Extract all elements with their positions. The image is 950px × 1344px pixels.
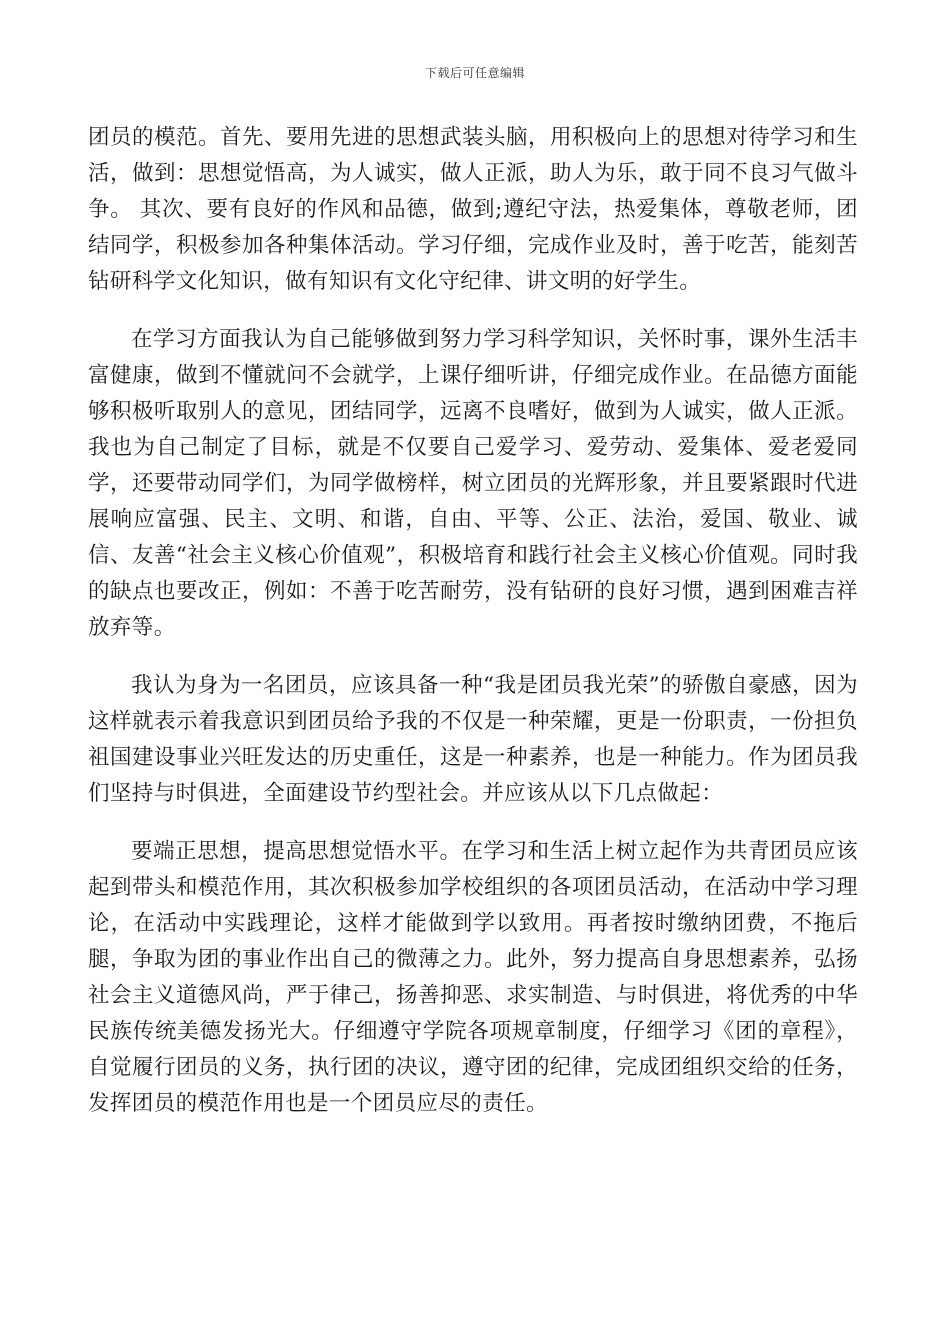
document-body — [88, 120, 858, 1144]
paragraph-1: 团员的模范。首先、要用先进的思想武装头脑，用积极向上的思想对待学习和生活，做到：思想觉悟高，为人诚实，做人正派，助人为乐，敢于同不良习气做斗争。 其次、要有良好的作风和品德，做到;遵纪守法，热爱集体，尊敬老师，团结同学，积极参加各种集体活动。学习仔细，完成作业及时，善于吃苦，能刻苦钻研科学文化知识，做有知识有文化守纪律、讲文明的好学生。 — [88, 125, 858, 294]
page-header: 下载后可任意编辑 — [424, 66, 525, 80]
paragraph-2: 在学习方面我认为自己能够做到努力学习科学知识，关怀时事，课外生活丰富健康，做到不懂就问不会就学，上课仔细听讲，仔细完成作业。在品德方面能够积极听取别人的意见，团结同学，远离不良嗜好，做到为人诚实，做人正派。我也为自己制定了目标，就是不仅要自己爱学习、爱劳动、爱集体、爱老爱同学，还要带动同学们，为同学做榜样，树立团员的光辉形象，并且要紧跟时代进展响应富强、民主、文明、和谐，自由、平等、公正、法治，爱国、敬业、诚信、友善“社会主义核心价值观”，积极培育和践行社会主义核心价值观。同时我的缺点也要改正，例如：不善于吃苦耐劳，没有钻研的良好习惯，遇到困难吉祥放弃等。 — [88, 327, 858, 640]
paragraph-4: 要端正思想，提高思想觉悟水平。在学习和生活上树立起作为共青团员应该起到带头和模范作用，其次积极参加学校组织的各项团员活动，在活动中学习理论，在活动中实践理论，这样才能做到学以致用。再者按时缴纳团费，不拖后腿，争取为团的事业作出自己的微薄之力。此外，努力提高自身思想素养，弘扬社会主义道德风尚，严于律己，扬善抑恶、求实制造、与时俱进，将优秀的中华民族传统美德发扬光大。仔细遵守学院各项规章制度，仔细学习《团的章程》，自觉履行团员的义务，执行团的决议，遵守团的纪律，完成团组织交给的任务，发挥团员的模范作用也是一个团员应尽的责任。 — [88, 839, 858, 1116]
paragraph-3: 我认为身为一名团员，应该具备一种“我是团员我光荣”的骄傲自豪感，因为这样就表示着我意识到团员给予我的不仅是一种荣耀，更是一份职责，一份担负祖国建设事业兴旺发达的历史重任，这是一种素养，也是一种能力。作为团员我们坚持与时俱进，全面建设节约型社会。并应该从以下几点做起： — [88, 673, 858, 806]
